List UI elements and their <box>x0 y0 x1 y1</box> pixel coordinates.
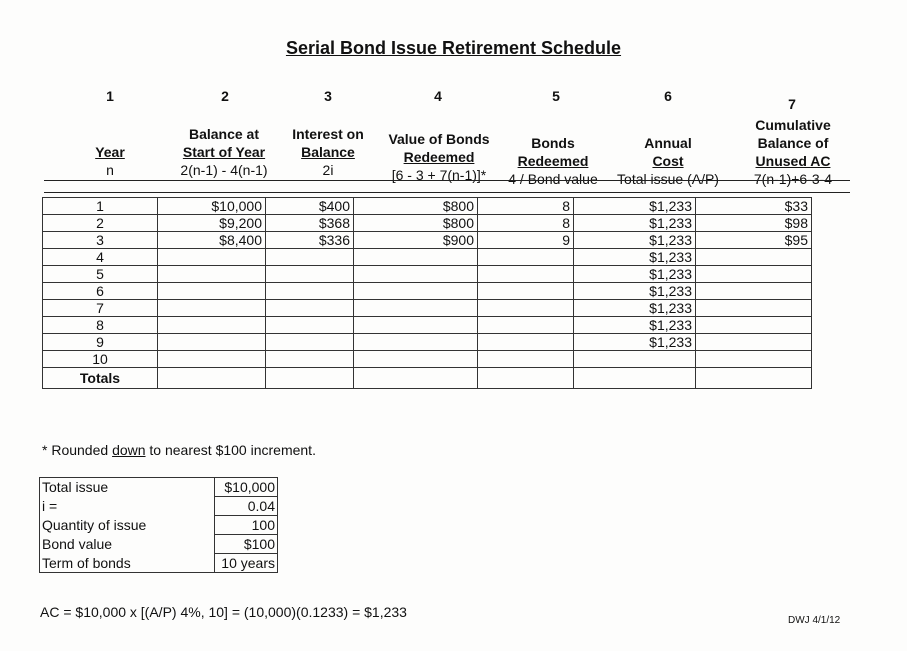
cell-value <box>354 351 478 368</box>
cell-bonds: 8 <box>478 215 574 232</box>
cell-cumulative <box>696 334 812 351</box>
cell-balance: $8,400 <box>158 232 266 249</box>
column-header-annual-label: Cost <box>652 153 684 169</box>
cell-year: 9 <box>43 334 158 351</box>
parameter-row <box>40 478 278 497</box>
column-header-cumulative-line1: Cumulative <box>755 117 831 133</box>
cell-value <box>354 266 478 283</box>
totals-cell-interest <box>266 368 354 389</box>
rounding-note-suffix: to nearest $100 increment. <box>145 442 316 458</box>
column-header-bonds-formula: 4 / Bond value <box>508 171 598 187</box>
cell-year: 1 <box>43 198 158 215</box>
column-header-cumulative <box>734 116 852 188</box>
cell-bonds <box>478 334 574 351</box>
totals-cell-bonds <box>478 368 574 389</box>
cell-value: $800 <box>354 198 478 215</box>
page-title: Serial Bond Issue Retirement Schedule <box>285 38 622 58</box>
table-row <box>43 317 812 334</box>
parameter-label: Quantity of issue <box>42 517 147 533</box>
column-number-7: 7 <box>788 96 796 112</box>
table-row <box>43 232 812 249</box>
cell-cumulative <box>696 300 812 317</box>
cell-cumulative <box>696 266 812 283</box>
column-number-6: 6 <box>664 88 672 104</box>
cell-balance <box>158 283 266 300</box>
cell-value: $900 <box>354 232 478 249</box>
totals-cell-balance <box>158 368 266 389</box>
cell-bonds <box>478 249 574 266</box>
table-row <box>43 215 812 232</box>
cell-balance: $9,200 <box>158 215 266 232</box>
annual-cost-formula: AC = $10,000 x [(A/P) 4%, 10] = (10,000)(0.1233) = $1,233 <box>40 604 407 620</box>
cell-value <box>354 334 478 351</box>
cell-annual: $1,233 <box>574 300 696 317</box>
parameter-label: Term of bonds <box>42 554 131 571</box>
column-header-bonds-label: Redeemed <box>517 153 589 169</box>
parameter-label: Total issue <box>42 479 109 496</box>
rounding-note-prefix: * Rounded <box>42 442 113 458</box>
table-row <box>43 249 812 266</box>
cell-year: 4 <box>43 249 158 266</box>
cell-year: 7 <box>43 300 158 317</box>
column-header-annual-formula: Total issue (A/P) <box>617 171 719 187</box>
column-number-3: 3 <box>324 88 332 104</box>
column-header-year-formula: n <box>106 162 114 178</box>
totals-cell-cumulative <box>696 368 812 389</box>
schedule-table <box>42 197 812 389</box>
column-header-balance-label: Start of Year <box>182 144 266 160</box>
column-header-year-label: Year <box>95 144 125 160</box>
table-row <box>43 266 812 283</box>
cell-annual: $1,233 <box>574 249 696 266</box>
cell-annual <box>574 351 696 368</box>
table-row <box>43 351 812 368</box>
cell-annual: $1,233 <box>574 334 696 351</box>
cell-year: 2 <box>43 215 158 232</box>
cell-cumulative: $95 <box>696 232 812 249</box>
table-row <box>43 300 812 317</box>
cell-interest: $336 <box>266 232 354 249</box>
column-header-cumulative-label: Unused AC <box>755 153 831 169</box>
table-row <box>43 198 812 215</box>
cell-interest <box>266 283 354 300</box>
rounding-note <box>42 442 316 458</box>
column-header-balance-line1: Balance at <box>188 126 260 142</box>
column-header-balance <box>164 125 284 179</box>
column-header-annual-line1: Annual <box>644 135 692 151</box>
cell-cumulative <box>696 249 812 266</box>
cell-interest: $400 <box>266 198 354 215</box>
parameter-label: i = <box>42 498 58 514</box>
cell-interest <box>266 317 354 334</box>
table-row <box>43 334 812 351</box>
column-header-value-formula: [6 - 3 + 7(n-1)]* <box>391 167 487 183</box>
cell-balance <box>158 249 266 266</box>
cell-interest <box>266 300 354 317</box>
cell-balance <box>158 317 266 334</box>
cell-balance: $10,000 <box>158 198 266 215</box>
column-header-value-line1: Value of Bonds <box>388 131 490 147</box>
column-number-5: 5 <box>552 88 560 104</box>
cell-bonds <box>478 300 574 317</box>
totals-cell-annual <box>574 368 696 389</box>
cell-value <box>354 300 478 317</box>
cell-bonds <box>478 351 574 368</box>
parameter-value: 10 years <box>215 554 278 573</box>
column-header-interest-label: Balance <box>301 144 355 160</box>
cell-annual: $1,233 <box>574 232 696 249</box>
cell-annual: $1,233 <box>574 266 696 283</box>
parameter-row <box>40 516 278 535</box>
table-row <box>43 283 812 300</box>
column-header-value <box>378 130 500 184</box>
cell-cumulative <box>696 317 812 334</box>
parameter-label: Bond value <box>42 536 113 552</box>
cell-balance <box>158 300 266 317</box>
column-number-4: 4 <box>434 88 442 104</box>
cell-bonds <box>478 317 574 334</box>
author-date-stamp: DWJ 4/1/12 <box>788 615 841 626</box>
cell-balance <box>158 266 266 283</box>
totals-row <box>43 368 812 389</box>
cell-balance <box>158 334 266 351</box>
column-header-interest-formula: 2i <box>322 162 334 178</box>
cell-year: 5 <box>43 266 158 283</box>
cell-annual: $1,233 <box>574 198 696 215</box>
column-header-year <box>60 143 160 179</box>
column-header-cumulative-line2: Balance of <box>757 135 829 151</box>
cell-cumulative: $33 <box>696 198 812 215</box>
column-header-bonds-line1: Bonds <box>531 135 575 151</box>
header-rule <box>44 180 850 181</box>
cell-interest <box>266 266 354 283</box>
column-header-cumulative-formula: 7(n-1)+6-3-4 <box>753 171 833 187</box>
cell-cumulative <box>696 283 812 300</box>
column-number-2: 2 <box>221 88 229 104</box>
column-header-interest <box>282 125 374 179</box>
totals-label: Totals <box>43 368 158 389</box>
column-header-value-label: Redeemed <box>403 149 475 165</box>
cell-year: 3 <box>43 232 158 249</box>
cell-interest <box>266 351 354 368</box>
cell-year: 6 <box>43 283 158 300</box>
cell-interest: $368 <box>266 215 354 232</box>
column-header-interest-line1: Interest on <box>292 126 364 142</box>
issue-parameters-table <box>39 477 278 573</box>
cell-balance <box>158 351 266 368</box>
cell-interest <box>266 249 354 266</box>
cell-annual: $1,233 <box>574 283 696 300</box>
parameter-row <box>40 497 278 516</box>
cell-cumulative <box>696 351 812 368</box>
cell-bonds <box>478 266 574 283</box>
cell-interest <box>266 334 354 351</box>
parameter-value: $100 <box>215 535 278 554</box>
cell-bonds: 9 <box>478 232 574 249</box>
column-number-1: 1 <box>106 88 114 104</box>
parameter-value: 100 <box>215 516 278 535</box>
cell-year: 8 <box>43 317 158 334</box>
cell-cumulative: $98 <box>696 215 812 232</box>
parameter-value: 0.04 <box>215 497 278 516</box>
cell-annual: $1,233 <box>574 317 696 334</box>
parameter-row <box>40 554 278 573</box>
cell-value <box>354 283 478 300</box>
cell-annual: $1,233 <box>574 215 696 232</box>
cell-value <box>354 317 478 334</box>
header-rule-lower <box>44 192 850 193</box>
column-header-balance-formula: 2(n-1) - 4(n-1) <box>180 162 268 178</box>
cell-bonds <box>478 283 574 300</box>
totals-cell-value <box>354 368 478 389</box>
cell-bonds: 8 <box>478 198 574 215</box>
parameter-value: $10,000 <box>215 478 278 497</box>
rounding-note-emphasis: down <box>112 442 146 458</box>
cell-year: 10 <box>43 351 158 368</box>
cell-value: $800 <box>354 215 478 232</box>
parameter-row <box>40 535 278 554</box>
cell-value <box>354 249 478 266</box>
